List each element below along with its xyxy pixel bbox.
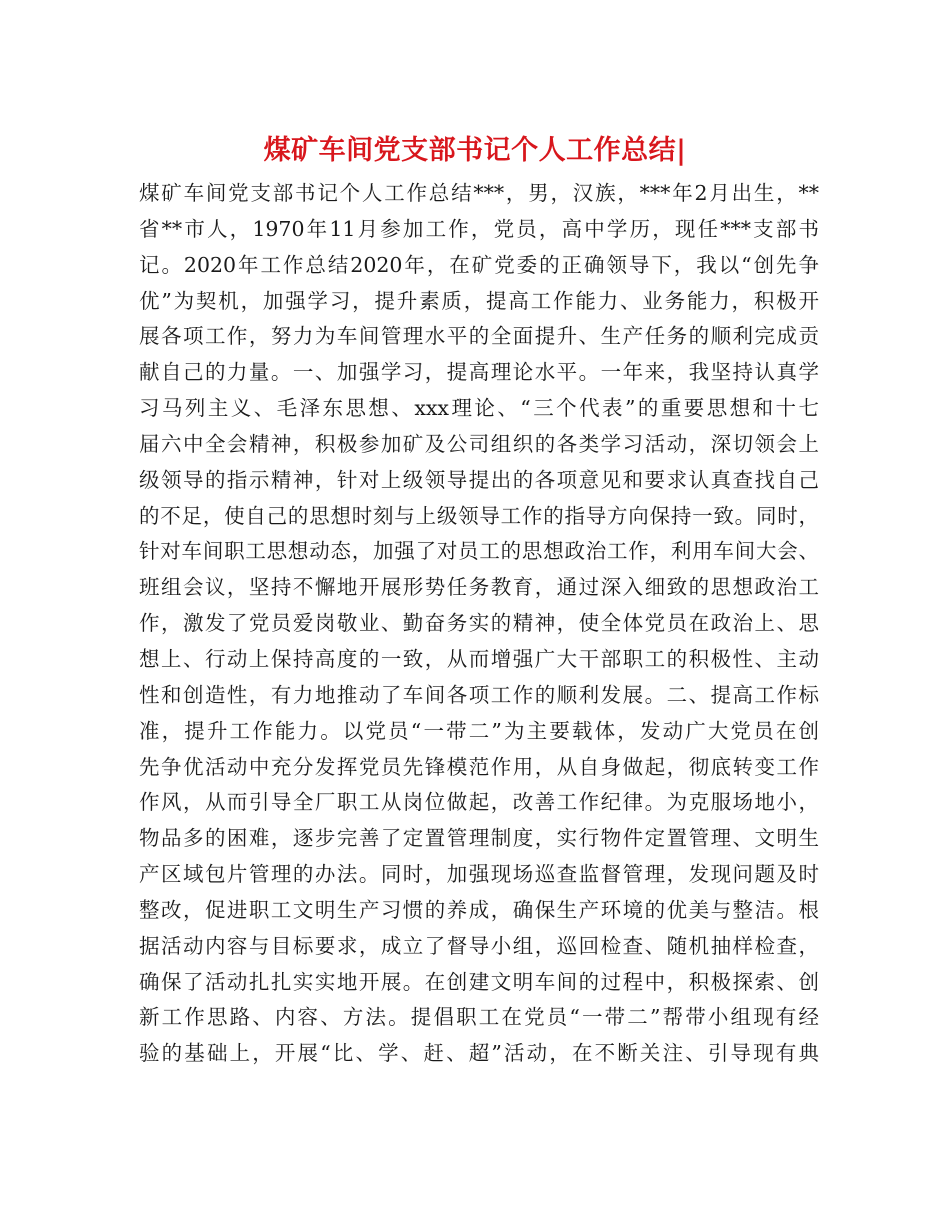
document-title: 煤矿车间党支部书记个人工作总结| [263,135,687,166]
body-line: 针对车间职工思想动态，加强了对员工的思想政治工作，利用车间大会、 [139,539,819,564]
body-line: 级领导的指示精神，针对上级领导提出的各项意见和要求认真查找自己 [139,467,819,492]
body-line: 献自己的力量。一、加强学习，提高理论水平。一年来，我坚持认真学 [139,360,819,385]
body-line: 确保了活动扎扎实实地开展。在创建文明车间的过程中，积极探索、创 [139,969,819,994]
body-line: 省**市人，1970年11月参加工作，党员，高中学历，现任***支部书 [139,216,819,241]
body-line: 整改，促进职工文明生产习惯的养成，确保生产环境的优美与整洁。根 [139,897,819,922]
body-line: 性和创造性，有力地推动了车间各项工作的顺利发展。二、提高工作标 [139,682,819,707]
body-line: 班组会议，坚持不懈地开展形势任务教育，通过深入细致的思想政治工 [139,575,819,600]
body-line: 作，激发了党员爱岗敬业、勤奋务实的精神，使全体党员在政治上、思 [139,611,819,636]
body-line: 的不足，使自己的思想时刻与上级领导工作的指导方向保持一致。同时， [139,503,819,528]
body-line: 届六中全会精神，积极参加矿及公司组织的各类学习活动，深切领会上 [139,431,819,456]
body-line: 习马列主义、毛泽东思想、xxx理论、“三个代表”的重要思想和十七 [139,396,819,421]
body-line: 产区域包片管理的办法。同时，加强现场巡查监督管理，发现问题及时 [139,862,819,887]
body-line: 展各项工作，努力为车间管理水平的全面提升、生产任务的顺利完成贡 [139,324,819,349]
body-line: 物品多的困难，逐步完善了定置管理制度，实行物件定置管理、文明生 [139,826,819,851]
body-line: 记。2020年工作总结2020年，在矿党委的正确领导下，我以“创先争 [139,252,819,277]
body-line: 煤矿车间党支部书记个人工作总结***，男，汉族，***年2月出生，** [139,181,819,205]
body-line: 验的基础上，开展“比、学、赶、超”活动，在不断关注、引导现有典 [139,1041,819,1066]
body-line: 优”为契机，加强学习，提升素质，提高工作能力、业务能力，积极开 [139,288,819,313]
body-line: 准，提升工作能力。以党员“一带二”为主要载体，发动广大党员在创 [139,718,819,743]
body-line: 据活动内容与目标要求，成立了督导小组，巡回检查、随机抽样检查， [139,933,819,958]
body-line: 新工作思路、内容、方法。提倡职工在党员“一带二”帮带小组现有经 [139,1005,819,1030]
document-body [139,176,819,1072]
body-line: 想上、行动上保持高度的一致，从而增强广大干部职工的积极性、主动 [139,646,819,671]
body-line: 作风，从而引导全厂职工从岗位做起，改善工作纪律。为克服场地小， [139,790,819,815]
body-line: 先争优活动中充分发挥党员先锋模范作用，从自身做起，彻底转变工作 [139,754,819,779]
